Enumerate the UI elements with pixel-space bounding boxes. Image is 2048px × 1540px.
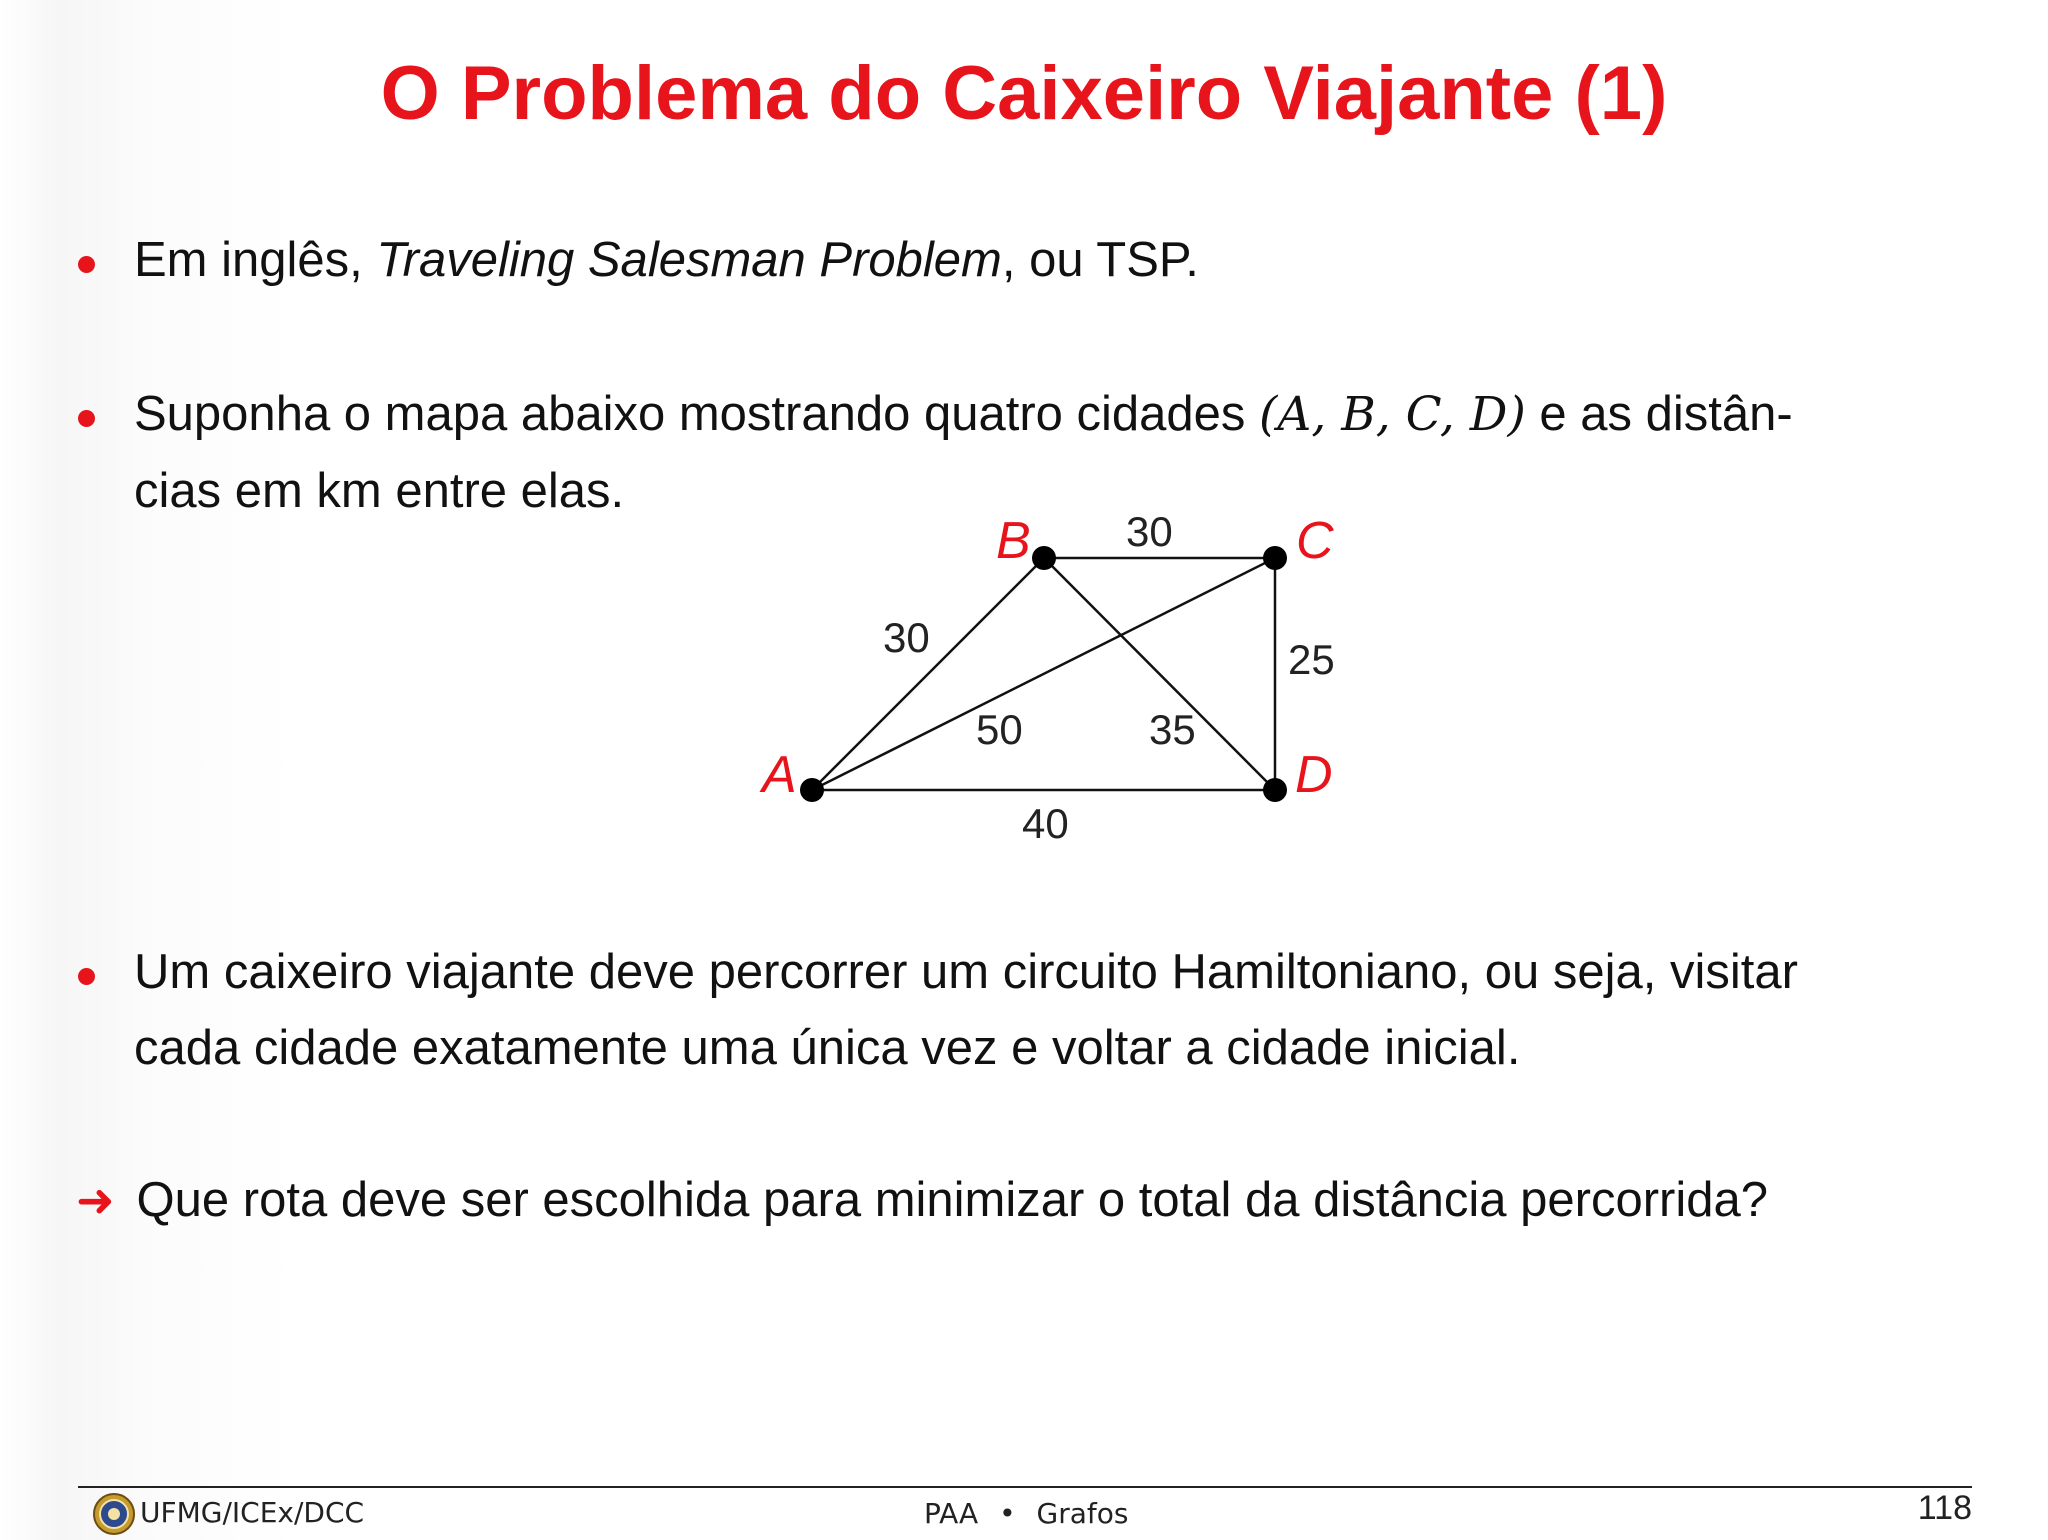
footer-divider bbox=[78, 1486, 1972, 1488]
university-seal-icon bbox=[92, 1492, 136, 1536]
bullet-2-math: (A, B, C, D) bbox=[1259, 387, 1526, 442]
footer-topic: Grafos bbox=[1036, 1497, 1129, 1530]
vertex-c-node bbox=[1263, 546, 1287, 570]
graph-edges bbox=[812, 558, 1275, 790]
vertex-d-label: D bbox=[1295, 746, 1333, 804]
bullet-2-pre: Suponha o mapa abaixo mostrando quatro cidades bbox=[134, 387, 1260, 441]
question-line bbox=[76, 1162, 2016, 1238]
page-number: 118 bbox=[1917, 1489, 1972, 1527]
vertex-a-node bbox=[800, 778, 824, 802]
edge-weight-b-d: 35 bbox=[1149, 706, 1196, 753]
bullet-2-post: e as distân- bbox=[1525, 387, 1793, 441]
edge-b-d bbox=[1044, 558, 1275, 790]
footer-institution-text: UFMG/ICEx/DCC bbox=[140, 1496, 365, 1529]
bullet-1-pre: Em inglês, bbox=[134, 233, 377, 287]
edge-weight-a-b: 30 bbox=[883, 614, 930, 661]
bullet-3-line-2: cada cidade exatamente uma única vez e voltar a cidade inicial. bbox=[134, 1021, 1521, 1075]
edge-a-c bbox=[812, 558, 1275, 790]
vertex-d-node bbox=[1263, 778, 1287, 802]
footer-center bbox=[924, 1494, 1144, 1534]
right-arrow-icon: ➜ bbox=[76, 1173, 115, 1227]
footer-institution bbox=[92, 1492, 364, 1536]
edge-weight-b-c: 30 bbox=[1126, 508, 1173, 555]
edge-weight-a-c: 50 bbox=[976, 706, 1023, 753]
question-text: Que rota deve ser escolhida para minimizar o total da distância percorrida? bbox=[136, 1173, 1768, 1227]
edge-a-b bbox=[812, 558, 1044, 790]
vertex-b-label: B bbox=[996, 512, 1031, 570]
vertex-c-label: C bbox=[1296, 512, 1334, 570]
edge-weight-c-d: 25 bbox=[1288, 636, 1335, 683]
bullet-1-post: , ou TSP. bbox=[1001, 233, 1199, 287]
slide-title: O Problema do Caixeiro Viajante (1) bbox=[380, 51, 1668, 136]
edge-weight-a-d: 40 bbox=[1022, 800, 1069, 847]
bullet-text bbox=[134, 934, 2048, 1086]
footer-course: PAA bbox=[924, 1497, 979, 1530]
vertex-a-label: A bbox=[762, 746, 797, 804]
footer-separator-dot: • bbox=[999, 1497, 1016, 1530]
bullet-1-emphasis: Traveling Salesman Problem bbox=[376, 233, 1002, 287]
bullet-2-line-2: cias em km entre elas. bbox=[134, 464, 625, 518]
bullet-3-line-1: Um caixeiro viajante deve percorrer um circuito Hamiltoniano, ou seja, visitar bbox=[134, 945, 1798, 999]
vertex-b-node bbox=[1032, 546, 1056, 570]
bullet-dot bbox=[78, 968, 95, 985]
